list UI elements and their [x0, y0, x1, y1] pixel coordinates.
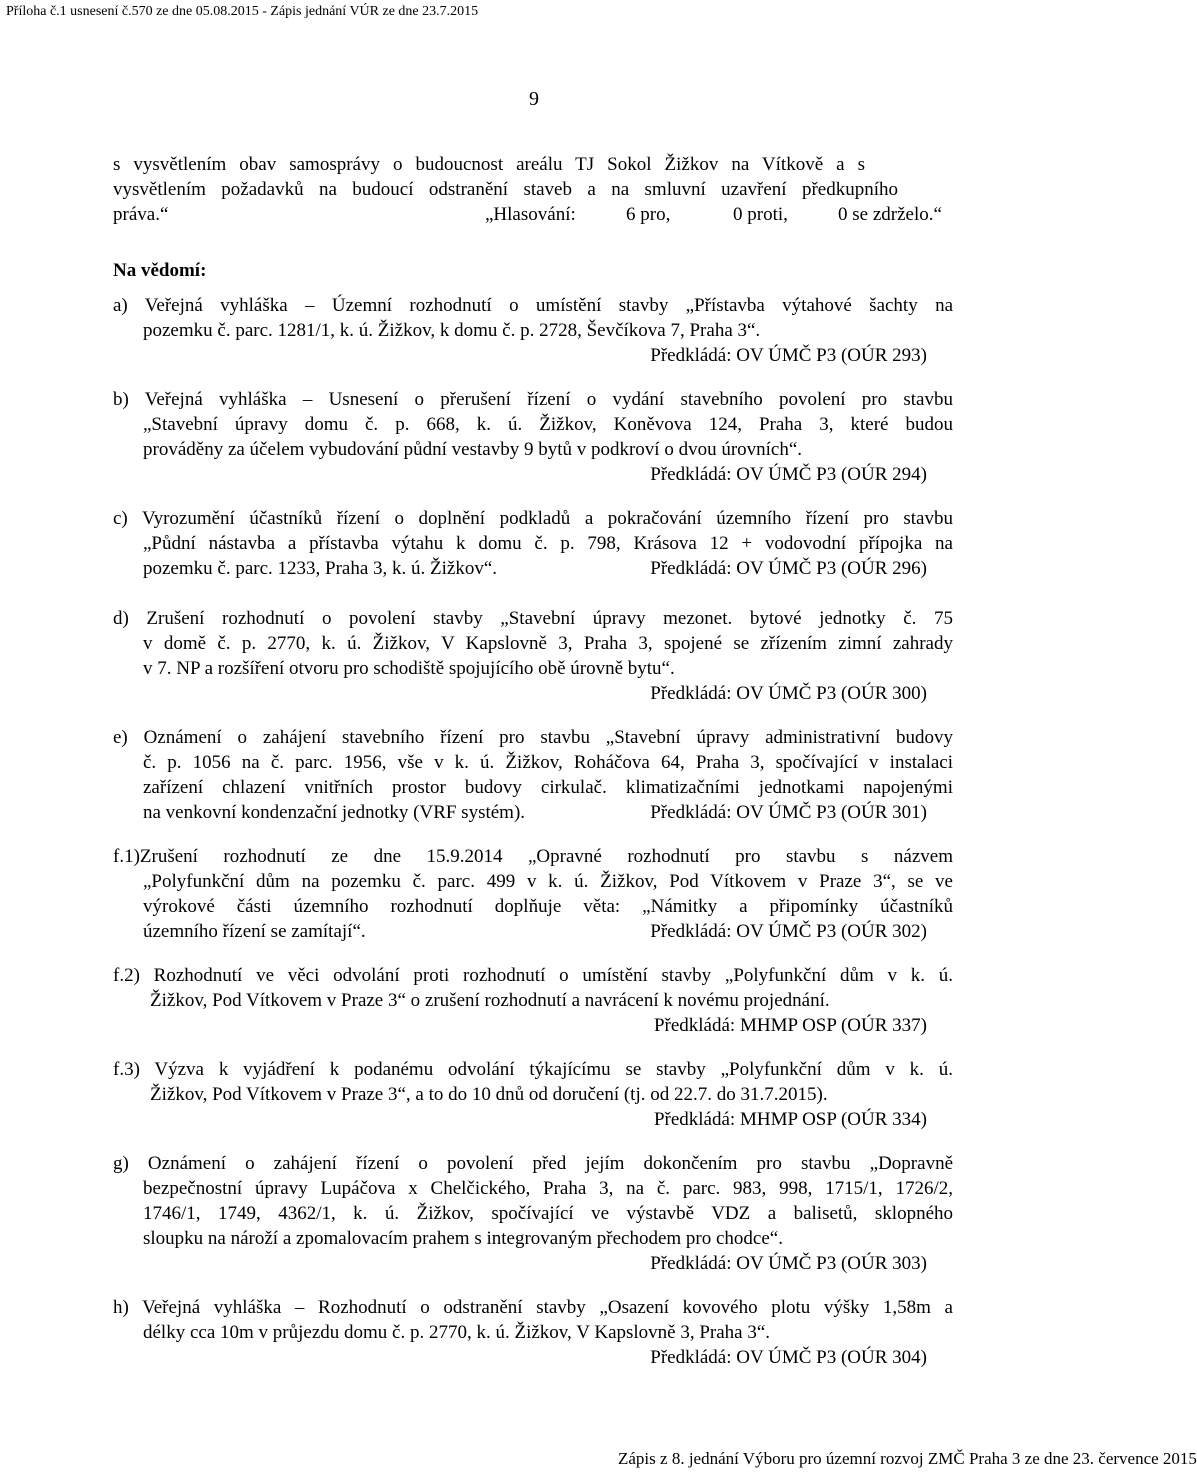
item-h-presenter: Předkládá: OV ÚMČ P3 (OÚR 304) [650, 1347, 927, 1368]
item-e-presenter: Předkládá: OV ÚMČ P3 (OÚR 301) [650, 802, 927, 823]
item-g-line-2: bezpečnostní úpravy Lupáčova x Chelčického, Praha 3, na č. parc. 983, 998, 1715/1, 1726/2, [143, 1178, 953, 1199]
item-b-presenter: Předkládá: OV ÚMČ P3 (OÚR 294) [650, 464, 927, 485]
item-f3-line-1: f.3) Výzva k vyjádření k podanému odvolání týkajícímu se stavby „Polyfunkční dům v k. ú. [113, 1059, 953, 1080]
item-c-line-2: „Půdní nástavba a přístavba výtahu k domu č. p. 798, Krásova 12 + vodovodní přípojka na [143, 533, 953, 554]
item-b-line-3: prováděny za účelem vybudování půdní vestavby 9 bytů v podkroví o dvou úrovních“. [143, 439, 803, 460]
item-b-line-2: „Stavební úpravy domu č. p. 668, k. ú. Žižkov, Koněvova 124, Praha 3, které budou [143, 414, 953, 435]
item-e-line-1: e) Oznámení o zahájení stavebního řízení pro stavbu „Stavební úpravy administrativní budovy [113, 727, 953, 748]
item-f2-presenter: Předkládá: MHMP OSP (OÚR 337) [653, 1015, 927, 1036]
item-f1-line-3: výrokové části územního rozhodnutí doplňuje věta: „Námitky a připomínky účastníků [143, 896, 953, 917]
item-c-presenter: Předkládá: OV ÚMČ P3 (OÚR 296) [650, 558, 927, 579]
intro-line-2: vysvětlením požadavků na budoucí odstranění staveb a na smluvní uzavření předkupního [113, 179, 898, 200]
page-header: Příloha č.1 usnesení č.570 ze dne 05.08.2015 - Zápis jednání VÚR ze dne 23.7.2015 [6, 4, 479, 19]
item-d-line-1: d) Zrušení rozhodnutí o povolení stavby „Stavební úpravy mezonet. bytové jednotky č. 75 [113, 608, 953, 629]
item-e-line-4: na venkovní kondenzační jednotky (VRF systém). [143, 802, 526, 823]
item-d-presenter: Předkládá: OV ÚMČ P3 (OÚR 300) [650, 683, 927, 704]
item-f3-line-2: Žižkov, Pod Vítkovem v Praze 3“, a to do 10 dnů od doručení (tj. od 22.7. do 31.7.2015). [150, 1084, 828, 1105]
item-g-line-4: sloupku na nároží a zpomalovacím prahem s integrovaným přechodem pro chodce“. [143, 1228, 783, 1249]
item-c-line-1: c) Vyrozumění účastníků řízení o doplnění podkladů a pokračování územního řízení pro stavbu [113, 508, 953, 529]
item-d-line-3: v 7. NP a rozšíření otvoru pro schodiště spojujícího obě úrovně bytu“. [143, 658, 675, 679]
item-e-line-2: č. p. 1056 na č. parc. 1956, vše v k. ú. Žižkov, Roháčova 64, Praha 3, spočívající v instalaci [143, 752, 953, 773]
item-h-line-1: h) Veřejná vyhláška – Rozhodnutí o odstranění stavby „Osazení kovového plotu výšky 1,58m a [113, 1297, 953, 1318]
item-c-line-3: pozemku č. parc. 1233, Praha 3, k. ú. Žižkov“. [143, 558, 498, 579]
item-h-line-2: délky cca 10m v průjezdu domu č. p. 2770, k. ú. Žižkov, V Kapslovně 3, Praha 3“. [143, 1322, 771, 1343]
item-g-line-1: g) Oznámení o zahájení řízení o povolení před jejím dokončením pro stavbu „Dopravně [113, 1153, 953, 1174]
item-f1-line-2: „Polyfunkční dům na pozemku č. parc. 499 v k. ú. Žižkov, Pod Vítkovem v Praze 3“, se ve [143, 871, 953, 892]
item-d-line-2: v domě č. p. 2770, k. ú. Žižkov, V Kapslovně 3, Praha 3, spojené se zřízením zimní zahrady [143, 633, 953, 654]
item-f1-line-1: f.1)Zrušení rozhodnutí ze dne 15.9.2014 „Opravné rozhodnutí pro stavbu s názvem [113, 846, 953, 867]
vote-against: 0 proti, [733, 204, 788, 225]
intro-line-3a: práva.“ [113, 204, 169, 225]
item-f3-presenter: Předkládá: MHMP OSP (OÚR 334) [653, 1109, 927, 1130]
item-f2-line-1: f.2) Rozhodnutí ve věci odvolání proti rozhodnutí o umístění stavby „Polyfunkční dům v k. ú. [113, 965, 953, 986]
item-f1-line-4: územního řízení se zamítají“. [143, 921, 366, 942]
page-footer: Zápis z 8. jednání Výboru pro územní rozvoj ZMČ Praha 3 ze dne 23. července 2015 [618, 1449, 1197, 1468]
item-f1-presenter: Předkládá: OV ÚMČ P3 (OÚR 302) [650, 921, 927, 942]
item-a-line-2: pozemku č. parc. 1281/1, k. ú. Žižkov, k domu č. p. 2728, Ševčíkova 7, Praha 3“. [143, 320, 761, 341]
item-e-line-3: zařízení chlazení vnitřních prostor budovy cirkulač. klimatizačními jednotkami napojenými [143, 777, 953, 798]
item-a-line-1: a) Veřejná vyhláška – Územní rozhodnutí o umístění stavby „Přístavba výtahové šachty na [113, 295, 953, 316]
page-number: 9 [529, 88, 539, 110]
item-b-line-1: b) Veřejná vyhláška – Usnesení o přerušení řízení o vydání stavebního povolení pro stavbu [113, 389, 953, 410]
item-g-line-3: 1746/1, 1749, 4362/1, k. ú. Žižkov, spočívající ve výstavbě VDZ a balisetů, sklopného [143, 1203, 953, 1224]
item-a-presenter: Předkládá: OV ÚMČ P3 (OÚR 293) [650, 345, 927, 366]
item-g-presenter: Předkládá: OV ÚMČ P3 (OÚR 303) [650, 1253, 927, 1274]
vote-for: 6 pro, [626, 204, 671, 225]
intro-line-1: s vysvětlením obav samosprávy o budoucnost areálu TJ Sokol Žižkov na Vítkově a s [113, 154, 865, 175]
vote-label: „Hlasování: [485, 204, 576, 225]
vote-abstain: 0 se zdrželo.“ [838, 204, 942, 225]
section-heading: Na vědomí: [113, 260, 207, 281]
item-f2-line-2: Žižkov, Pod Vítkovem v Praze 3“ o zrušení rozhodnutí a navrácení k novému projednání. [150, 990, 830, 1011]
